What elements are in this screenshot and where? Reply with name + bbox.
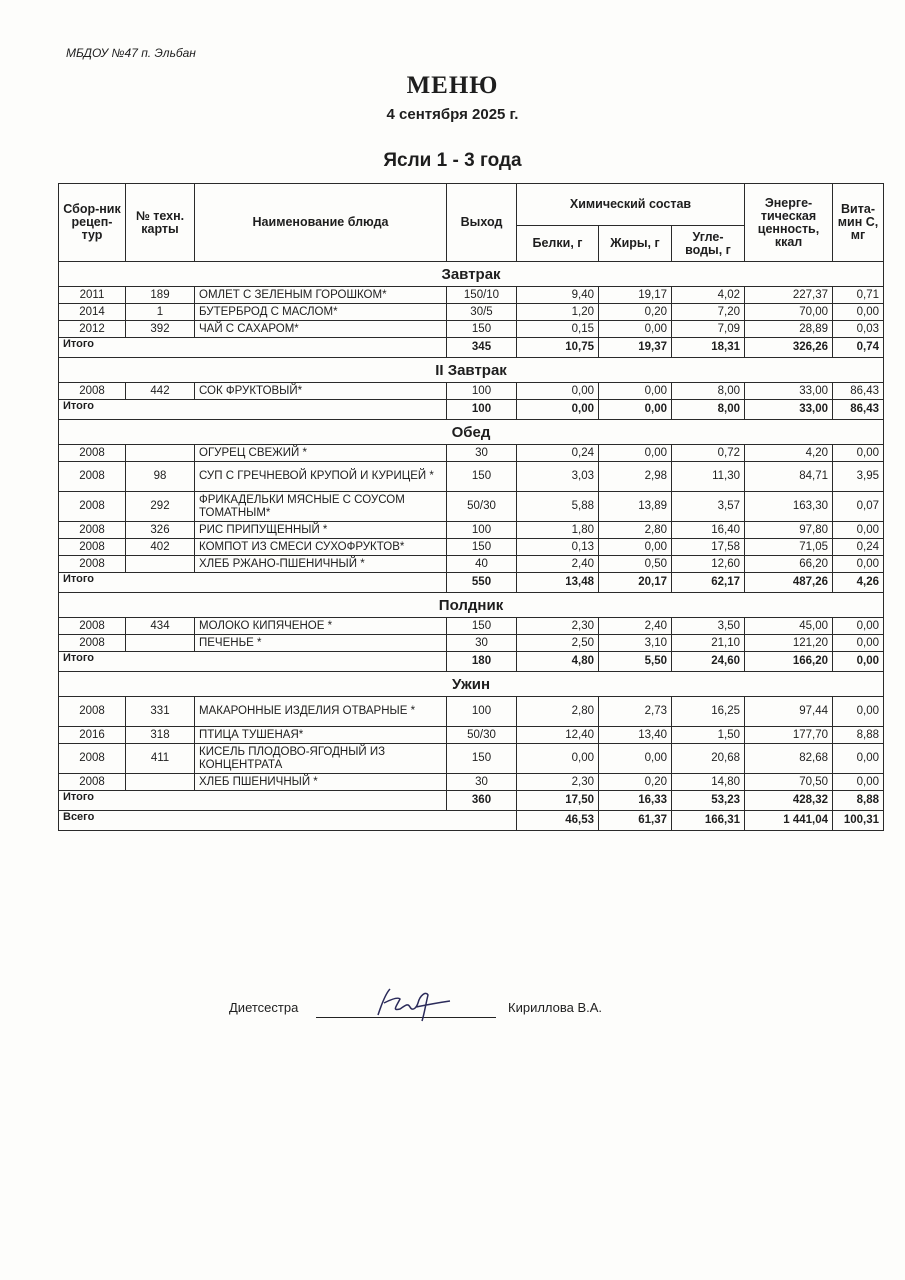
total-carb: 18,31 (672, 338, 745, 358)
total-row (59, 573, 884, 593)
output-cell: 50/30 (447, 492, 517, 522)
card-cell: 292 (126, 492, 195, 522)
fat-cell: 0,00 (599, 744, 672, 774)
dish-name-cell: БУТЕРБРОД С МАСЛОМ* (195, 304, 447, 321)
fat-cell: 13,40 (599, 727, 672, 744)
output-cell: 30 (447, 774, 517, 791)
table-row (59, 774, 884, 791)
carb-cell: 16,40 (672, 522, 745, 539)
energy-cell: 70,50 (745, 774, 833, 791)
output-cell: 50/30 (447, 727, 517, 744)
dish-name-cell: МАКАРОННЫЕ ИЗДЕЛИЯ ОТВАРНЫЕ * (195, 697, 447, 727)
table-row (59, 445, 884, 462)
section-header (59, 593, 884, 618)
dish-name-cell: ОГУРЕЦ СВЕЖИЙ * (195, 445, 447, 462)
total-energy: 166,20 (745, 652, 833, 672)
fat-cell: 0,00 (599, 321, 672, 338)
section-header (59, 672, 884, 697)
card-cell (126, 635, 195, 652)
vitc-cell: 0,24 (833, 539, 884, 556)
card-cell (126, 556, 195, 573)
total-label: Итого (59, 400, 447, 420)
fat-cell: 0,00 (599, 539, 672, 556)
protein-cell: 0,15 (517, 321, 599, 338)
table-row (59, 697, 884, 727)
card-cell: 318 (126, 727, 195, 744)
carb-cell: 3,57 (672, 492, 745, 522)
dish-name-cell: ОМЛЕТ С ЗЕЛЕНЫМ ГОРОШКОМ* (195, 287, 447, 304)
card-cell: 331 (126, 697, 195, 727)
section-header (59, 262, 884, 287)
vitc-cell: 0,00 (833, 304, 884, 321)
section-title: Полдник (59, 593, 884, 618)
organization-name: МБДОУ №47 п. Эльбан (66, 46, 196, 60)
energy-cell: 163,30 (745, 492, 833, 522)
carb-cell: 21,10 (672, 635, 745, 652)
energy-cell: 97,44 (745, 697, 833, 727)
dish-name-cell: ФРИКАДЕЛЬКИ МЯСНЫЕ С СОУСОМ ТОМАТНЫМ* (195, 492, 447, 522)
protein-cell: 2,40 (517, 556, 599, 573)
protein-cell: 5,88 (517, 492, 599, 522)
table-row (59, 744, 884, 774)
col-energy: Энерге-тическая ценность, ккал (745, 184, 833, 262)
fat-cell: 0,50 (599, 556, 672, 573)
table-row (59, 383, 884, 400)
total-energy: 487,26 (745, 573, 833, 593)
grand-total-label: Всего (59, 811, 517, 831)
carb-cell: 7,20 (672, 304, 745, 321)
energy-cell: 71,05 (745, 539, 833, 556)
table-row (59, 618, 884, 635)
total-label: Итого (59, 652, 447, 672)
vitc-cell: 0,71 (833, 287, 884, 304)
table-row (59, 321, 884, 338)
total-vitc: 0,00 (833, 652, 884, 672)
col-card: № техн. карты (126, 184, 195, 262)
carb-cell: 1,50 (672, 727, 745, 744)
table-row (59, 492, 884, 522)
total-row (59, 338, 884, 358)
energy-cell: 84,71 (745, 462, 833, 492)
collection-cell: 2008 (59, 462, 126, 492)
table-body (59, 262, 884, 831)
total-carb: 8,00 (672, 400, 745, 420)
energy-cell: 33,00 (745, 383, 833, 400)
total-energy: 326,26 (745, 338, 833, 358)
collection-cell: 2008 (59, 744, 126, 774)
grand-total-protein: 46,53 (517, 811, 599, 831)
dish-name-cell: ХЛЕБ РЖАНО-ПШЕНИЧНЫЙ * (195, 556, 447, 573)
total-label: Итого (59, 573, 447, 593)
total-protein: 4,80 (517, 652, 599, 672)
output-cell: 150 (447, 744, 517, 774)
carb-cell: 11,30 (672, 462, 745, 492)
section-title: II Завтрак (59, 358, 884, 383)
dish-name-cell: РИС ПРИПУЩЕННЫЙ * (195, 522, 447, 539)
output-cell: 150 (447, 539, 517, 556)
card-cell (126, 774, 195, 791)
energy-cell: 28,89 (745, 321, 833, 338)
vitc-cell: 0,07 (833, 492, 884, 522)
output-cell: 150/10 (447, 287, 517, 304)
output-cell: 30 (447, 635, 517, 652)
carb-cell: 16,25 (672, 697, 745, 727)
collection-cell: 2008 (59, 618, 126, 635)
output-cell: 150 (447, 462, 517, 492)
protein-cell: 2,50 (517, 635, 599, 652)
collection-cell: 2008 (59, 383, 126, 400)
total-label: Итого (59, 791, 447, 811)
section-title: Обед (59, 420, 884, 445)
output-cell: 100 (447, 383, 517, 400)
protein-cell: 12,40 (517, 727, 599, 744)
total-protein: 17,50 (517, 791, 599, 811)
protein-cell: 2,30 (517, 618, 599, 635)
total-energy: 33,00 (745, 400, 833, 420)
energy-cell: 66,20 (745, 556, 833, 573)
table-row (59, 287, 884, 304)
section-header (59, 358, 884, 383)
total-output: 180 (447, 652, 517, 672)
collection-cell: 2008 (59, 556, 126, 573)
protein-cell: 1,80 (517, 522, 599, 539)
vitc-cell: 0,00 (833, 556, 884, 573)
carb-cell: 3,50 (672, 618, 745, 635)
vitc-cell: 3,95 (833, 462, 884, 492)
card-cell: 392 (126, 321, 195, 338)
vitc-cell: 86,43 (833, 383, 884, 400)
protein-cell: 0,13 (517, 539, 599, 556)
signature-name: Кириллова В.А. (508, 1000, 603, 1015)
fat-cell: 19,17 (599, 287, 672, 304)
collection-cell: 2012 (59, 321, 126, 338)
card-cell: 442 (126, 383, 195, 400)
total-label: Итого (59, 338, 447, 358)
card-cell: 411 (126, 744, 195, 774)
dish-name-cell: СОК ФРУКТОВЫЙ* (195, 383, 447, 400)
output-cell: 30 (447, 445, 517, 462)
dish-name-cell: ЧАЙ С САХАРОМ* (195, 321, 447, 338)
protein-cell: 1,20 (517, 304, 599, 321)
fat-cell: 0,20 (599, 304, 672, 321)
vitc-cell: 0,00 (833, 697, 884, 727)
section-header (59, 420, 884, 445)
output-cell: 40 (447, 556, 517, 573)
fat-cell: 2,98 (599, 462, 672, 492)
vitc-cell: 8,88 (833, 727, 884, 744)
total-output: 360 (447, 791, 517, 811)
output-cell: 100 (447, 697, 517, 727)
output-cell: 150 (447, 321, 517, 338)
total-fat: 16,33 (599, 791, 672, 811)
col-collection: Сбор-ник рецеп-тур (59, 184, 126, 262)
card-cell: 189 (126, 287, 195, 304)
col-output: Выход (447, 184, 517, 262)
collection-cell: 2014 (59, 304, 126, 321)
total-energy: 428,32 (745, 791, 833, 811)
carb-cell: 12,60 (672, 556, 745, 573)
energy-cell: 4,20 (745, 445, 833, 462)
output-cell: 100 (447, 522, 517, 539)
total-fat: 0,00 (599, 400, 672, 420)
protein-cell: 2,30 (517, 774, 599, 791)
section-title: Ужин (59, 672, 884, 697)
fat-cell: 0,00 (599, 383, 672, 400)
col-vitc: Вита-мин С, мг (833, 184, 884, 262)
output-cell: 30/5 (447, 304, 517, 321)
total-output: 100 (447, 400, 517, 420)
collection-cell: 2008 (59, 635, 126, 652)
total-carb: 24,60 (672, 652, 745, 672)
collection-cell: 2008 (59, 445, 126, 462)
collection-cell: 2008 (59, 774, 126, 791)
total-output: 550 (447, 573, 517, 593)
total-fat: 5,50 (599, 652, 672, 672)
vitc-cell: 0,00 (833, 618, 884, 635)
dish-name-cell: КИСЕЛЬ ПЛОДОВО-ЯГОДНЫЙ ИЗ КОНЦЕНТРАТА (195, 744, 447, 774)
energy-cell: 97,80 (745, 522, 833, 539)
total-row (59, 791, 884, 811)
energy-cell: 227,37 (745, 287, 833, 304)
collection-cell: 2016 (59, 727, 126, 744)
table-row (59, 635, 884, 652)
carb-cell: 14,80 (672, 774, 745, 791)
grand-total-fat: 61,37 (599, 811, 672, 831)
vitc-cell: 0,00 (833, 635, 884, 652)
total-output: 345 (447, 338, 517, 358)
grand-total-row (59, 811, 884, 831)
page-title: МЕНЮ (406, 72, 499, 99)
total-vitc: 86,43 (833, 400, 884, 420)
col-protein: Белки, г (517, 226, 599, 262)
section-title: Завтрак (59, 262, 884, 287)
total-fat: 19,37 (599, 338, 672, 358)
carb-cell: 0,72 (672, 445, 745, 462)
col-chem: Химический состав (517, 184, 745, 226)
protein-cell: 0,00 (517, 744, 599, 774)
dish-name-cell: КОМПОТ ИЗ СМЕСИ СУХОФРУКТОВ* (195, 539, 447, 556)
carb-cell: 17,58 (672, 539, 745, 556)
dish-name-cell: ПЕЧЕНЬЕ * (195, 635, 447, 652)
card-cell: 434 (126, 618, 195, 635)
fat-cell: 3,10 (599, 635, 672, 652)
dish-name-cell: СУП С ГРЕЧНЕВОЙ КРУПОЙ И КУРИЦЕЙ * (195, 462, 447, 492)
dish-name-cell: ПТИЦА ТУШЕНАЯ* (195, 727, 447, 744)
table-row (59, 556, 884, 573)
card-cell: 402 (126, 539, 195, 556)
energy-cell: 45,00 (745, 618, 833, 635)
grand-total-energy: 1 441,04 (745, 811, 833, 831)
carb-cell: 4,02 (672, 287, 745, 304)
signature-role: Диетсестра (229, 1000, 299, 1015)
carb-cell: 7,09 (672, 321, 745, 338)
total-vitc: 0,74 (833, 338, 884, 358)
table-row (59, 727, 884, 744)
grand-total-carb: 166,31 (672, 811, 745, 831)
protein-cell: 2,80 (517, 697, 599, 727)
energy-cell: 177,70 (745, 727, 833, 744)
energy-cell: 121,20 (745, 635, 833, 652)
protein-cell: 0,24 (517, 445, 599, 462)
table-row (59, 539, 884, 556)
total-fat: 20,17 (599, 573, 672, 593)
protein-cell: 3,03 (517, 462, 599, 492)
card-cell: 98 (126, 462, 195, 492)
table-header (59, 184, 884, 262)
total-vitc: 4,26 (833, 573, 884, 593)
energy-cell: 70,00 (745, 304, 833, 321)
table-row (59, 522, 884, 539)
collection-cell: 2008 (59, 522, 126, 539)
collection-cell: 2011 (59, 287, 126, 304)
fat-cell: 2,73 (599, 697, 672, 727)
fat-cell: 2,80 (599, 522, 672, 539)
vitc-cell: 0,00 (833, 522, 884, 539)
fat-cell: 2,40 (599, 618, 672, 635)
table-row (59, 462, 884, 492)
vitc-cell: 0,00 (833, 445, 884, 462)
menu-date: 4 сентября 2025 г. (386, 106, 519, 123)
col-fat: Жиры, г (599, 226, 672, 262)
total-protein: 0,00 (517, 400, 599, 420)
grand-total-vitc: 100,31 (833, 811, 884, 831)
collection-cell: 2008 (59, 539, 126, 556)
vitc-cell: 0,00 (833, 774, 884, 791)
collection-cell: 2008 (59, 697, 126, 727)
dish-name-cell: МОЛОКО КИПЯЧЕНОЕ * (195, 618, 447, 635)
card-cell (126, 445, 195, 462)
total-row (59, 652, 884, 672)
total-row (59, 400, 884, 420)
total-carb: 53,23 (672, 791, 745, 811)
carb-cell: 20,68 (672, 744, 745, 774)
dish-name-cell: ХЛЕБ ПШЕНИЧНЫЙ * (195, 774, 447, 791)
card-cell: 1 (126, 304, 195, 321)
total-vitc: 8,88 (833, 791, 884, 811)
protein-cell: 0,00 (517, 383, 599, 400)
collection-cell: 2008 (59, 492, 126, 522)
carb-cell: 8,00 (672, 383, 745, 400)
vitc-cell: 0,00 (833, 744, 884, 774)
card-cell: 326 (126, 522, 195, 539)
total-protein: 10,75 (517, 338, 599, 358)
menu-table (58, 183, 884, 831)
total-protein: 13,48 (517, 573, 599, 593)
table-row (59, 304, 884, 321)
age-group: Ясли 1 - 3 года (383, 150, 522, 171)
vitc-cell: 0,03 (833, 321, 884, 338)
protein-cell: 9,40 (517, 287, 599, 304)
fat-cell: 0,00 (599, 445, 672, 462)
col-name: Наименование блюда (195, 184, 447, 262)
output-cell: 150 (447, 618, 517, 635)
fat-cell: 0,20 (599, 774, 672, 791)
handwritten-signature (370, 985, 460, 1025)
total-carb: 62,17 (672, 573, 745, 593)
fat-cell: 13,89 (599, 492, 672, 522)
col-carb: Угле-воды, г (672, 226, 745, 262)
energy-cell: 82,68 (745, 744, 833, 774)
